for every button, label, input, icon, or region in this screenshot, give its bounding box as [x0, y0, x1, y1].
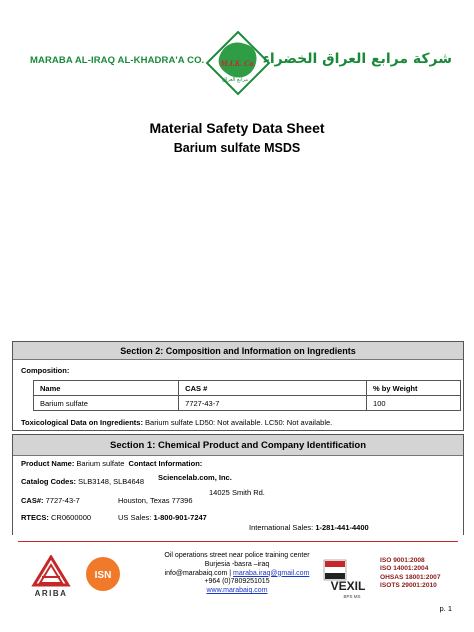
section-1-heading: Section 1: Chemical Product and Company Identification	[13, 435, 463, 456]
catalog-codes-value: SLB3148, SLB4648	[76, 477, 144, 486]
footer-divider	[18, 541, 458, 542]
isn-logo	[85, 555, 121, 593]
document-subtitle: Barium sulfate MSDS	[173, 141, 301, 155]
footer-phone: +964 (0)7809251015	[204, 578, 270, 586]
company-name-english: MARABA AL-IRAQ AL-KHADRA'A CO.	[30, 55, 205, 66]
contact-info-label: Contact Information:	[128, 459, 203, 468]
iso-line: OHSAS 18001:2007	[380, 573, 441, 581]
product-name-label: Product Name:	[21, 459, 75, 468]
composition-table	[33, 380, 461, 411]
table-row	[34, 396, 461, 411]
rtecs-line	[21, 513, 91, 522]
table-header-name: Name	[34, 381, 179, 396]
logo-text: M.I.K. Co.	[220, 59, 256, 68]
isn-logo-text: ISN	[94, 570, 112, 581]
cas-value: 7727-43-7	[43, 496, 80, 505]
iso-line: ISO 9001:2008	[380, 557, 425, 564]
table-header-cas: CAS #	[179, 381, 367, 396]
vexil-text: VEXIL	[330, 579, 366, 593]
vexil-logo	[322, 558, 374, 600]
table-header-row	[34, 381, 461, 396]
intl-sales-label: International Sales:	[249, 523, 314, 532]
footer-address-line-2: Burjesia -basra –iraq	[204, 560, 270, 568]
catalog-codes-label: Catalog Codes:	[21, 477, 77, 486]
footer-contact-block	[130, 552, 344, 596]
rtecs-label: RTECS:	[21, 513, 49, 522]
footer-email-1[interactable]: info@marabaiq.com	[164, 569, 228, 577]
section-2-heading: Section 2: Composition and Information on Ingredients	[13, 342, 463, 360]
footer-email-line	[130, 570, 344, 579]
vexil-subtext: BPS MS	[343, 594, 361, 599]
intl-sales-value: 1-281-441-4400	[315, 523, 369, 532]
footer-address-line-1: Oil operations street near police training center	[164, 552, 310, 559]
rtecs-value: CR0600000	[48, 513, 92, 522]
ariba-logo	[22, 555, 80, 599]
tox-value: Barium sulfate LD50: Not available. LC50: Not available.	[142, 418, 333, 427]
company-logo	[205, 30, 271, 96]
footer-email-2-link[interactable]: maraba.iraq@gmail.com	[233, 569, 310, 577]
table-cell-name: Barium sulfate	[34, 396, 179, 411]
company-street: 14025 Smith Rd.	[209, 488, 265, 497]
company-name-arabic: شركة مرابع العراق الخضراء	[262, 51, 452, 67]
cas-label: CAS#:	[21, 496, 44, 505]
table-cell-cas: 7727-43-7	[179, 396, 367, 411]
page-number: p. 1	[439, 604, 452, 613]
catalog-codes-line	[21, 477, 144, 486]
table-cell-weight: 100	[367, 396, 461, 411]
iso-line: ISOTS 29001:2010	[380, 582, 437, 590]
ariba-logo-text: ARIBA	[34, 589, 68, 598]
footer-website-link[interactable]: www.marabaiq.com	[206, 587, 268, 595]
cas-line	[21, 496, 80, 505]
product-name-line	[21, 459, 202, 468]
document-title: Material Safety Data Sheet	[149, 120, 325, 136]
iso-certifications	[380, 557, 440, 591]
us-sales-line	[118, 513, 207, 522]
company-address-name: Sciencelab.com, Inc.	[158, 473, 232, 482]
footer-email-separator: |	[227, 569, 234, 577]
toxicological-data	[21, 418, 332, 427]
table-header-weight: % by Weight	[367, 381, 461, 396]
intl-sales-line	[249, 523, 369, 532]
us-sales-value: 1-800-901-7247	[153, 513, 207, 522]
section-1-box	[12, 434, 464, 535]
logo-script: مرابع العراق	[222, 77, 248, 83]
composition-label: Composition:	[21, 366, 70, 375]
section-2-box	[12, 341, 464, 431]
iso-line: ISO 14001:2004	[380, 565, 429, 573]
tox-label: Toxicological Data on Ingredients:	[21, 418, 143, 427]
us-sales-label: US Sales:	[118, 513, 152, 522]
product-name-value: Barium sulfate	[74, 459, 125, 468]
company-city: Houston, Texas 77396	[118, 496, 193, 505]
